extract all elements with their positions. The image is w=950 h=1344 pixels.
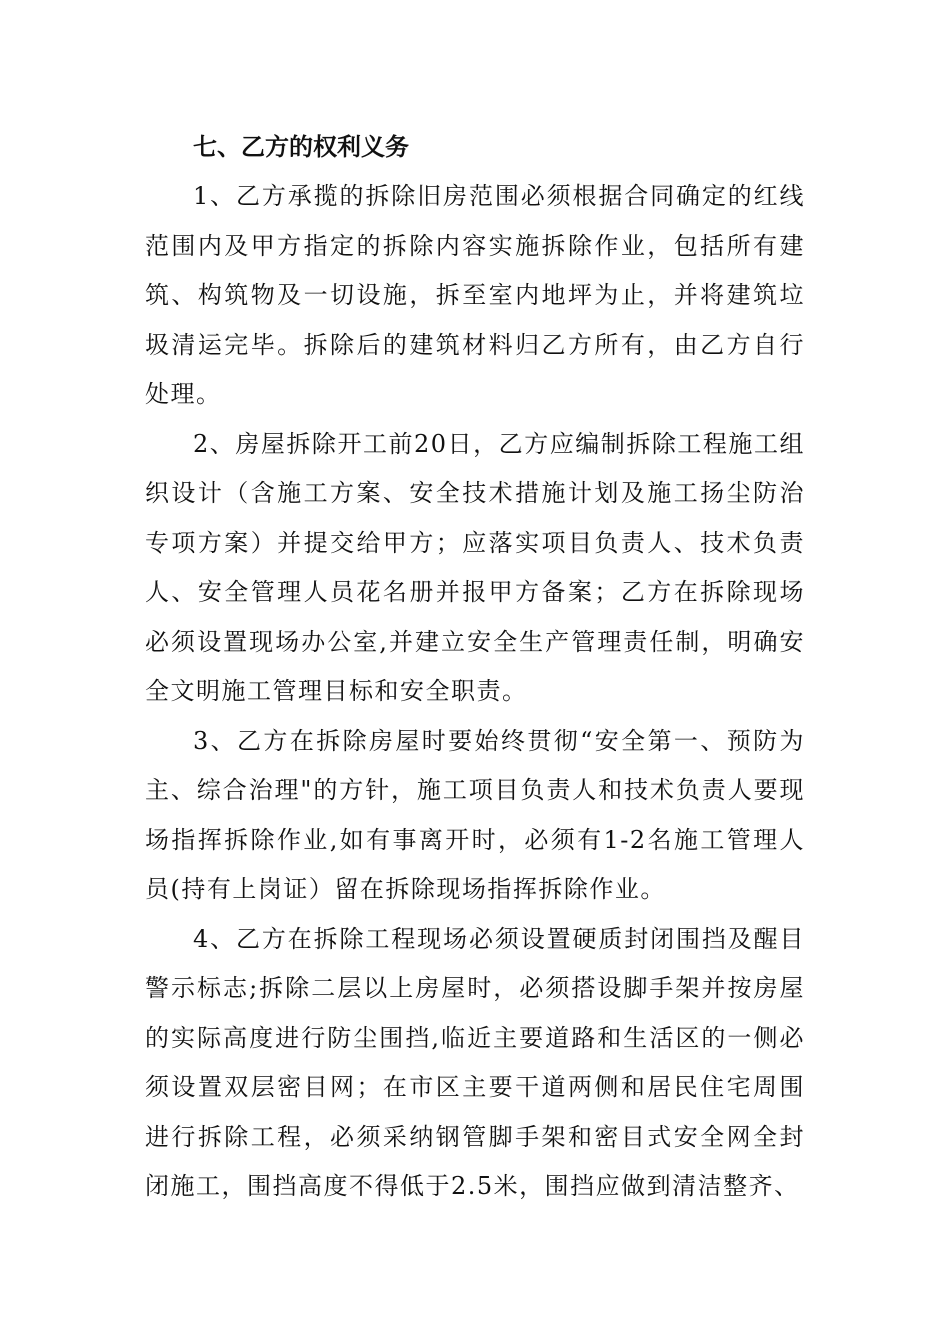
document-body (145, 122, 805, 1212)
section-heading: 七、乙方的权利义务 (193, 133, 409, 161)
paragraph-3: 3、乙方在拆除房屋时要始终贯彻“安全第一、预防为主、综合治理"的方针，施工项目负责人和技术负责人要现场指挥拆除作业,如有事离开时，必须有1-2名施工管理人员(持有上岗证）留在拆除现场指挥拆除作业。 (145, 726, 805, 903)
paragraph-1: 1、乙方承揽的拆除旧房范围必须根据合同确定的红线范围内及甲方指定的拆除内容实施拆除作业，包括所有建筑、构筑物及一切设施，拆至室内地坪为止，并将建筑垃圾清运完毕。拆除后的建筑材料归乙方所有，由乙方自行处理。 (145, 182, 805, 408)
paragraph-4: 4、乙方在拆除工程现场必须设置硬质封闭围挡及醒目警示标志;拆除二层以上房屋时，必须搭设脚手架并按房屋的实际高度进行防尘围挡,临近主要道路和生活区的一侧必须设置双层密目网；在市区主要干道两侧和居民住宅周围进行拆除工程，必须采纳钢管脚手架和密目式安全网全封闭施工，围挡高度不得低于2.5米，围挡应做到清洁整齐、 (145, 924, 805, 1200)
paragraph-2: 2、房屋拆除开工前20日，乙方应编制拆除工程施工组织设计（含施工方案、安全技术措施计划及施工扬尘防治专项方案）并提交给甲方；应落实项目负责人、技术负责人、安全管理人员花名册并报甲方备案；乙方在拆除现场必须设置现场办公室,并建立安全生产管理责任制，明确安全文明施工管理目标和安全职责。 (145, 429, 805, 705)
